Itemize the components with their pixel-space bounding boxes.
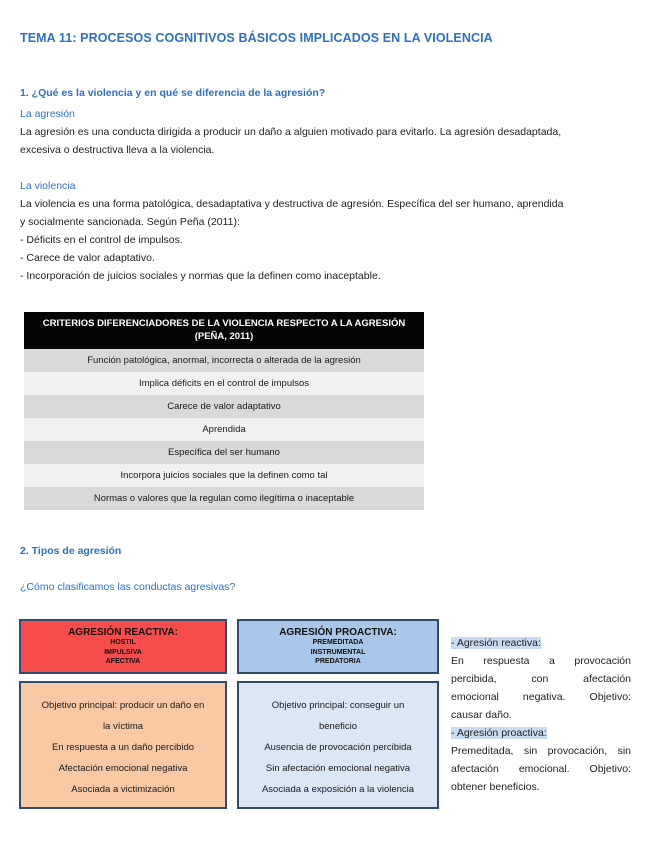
reactiva-summary-label: - Agresión reactiva: [451,637,541,649]
list-item: - Carece de valor adaptativo. [20,252,155,264]
section2-heading: 2. Tipos de agresión [20,545,122,557]
aggression-summary [451,634,631,796]
table-row: Implica déficits en el control de impulsos [24,372,424,395]
agresion-subheading: La agresión [20,108,75,120]
proactiva-item: Asociada a exposición a la violencia [261,784,415,795]
text-line: excesiva o destructiva lleva a la violencia. [20,144,215,156]
list-item: - Déficits en el control de impulsos. [20,234,183,246]
section1-heading: 1. ¿Qué es la violencia y en qué se diferencia de la agresión? [20,87,326,99]
proactiva-tag: PREMEDITADA [312,639,364,646]
table-row: Función patológica, anormal, incorrecta o alterada de la agresión [24,349,424,372]
reactiva-title: AGRESIÓN REACTIVA: [68,627,178,638]
criteria-header-line: (PEÑA, 2011) [194,331,254,342]
proactiva-tag: PREDATORIA [315,658,361,665]
proactiva-header-box [237,619,439,674]
proactiva-item: Ausencia de provocación percibida [264,742,412,753]
proactiva-tag: INSTRUMENTAL [310,648,366,656]
reactiva-body-box [19,681,227,809]
table-row: Aprendida [24,418,424,441]
table-row: Carece de valor adaptativo [24,395,424,418]
text-line: La violencia es una forma patológica, desadaptativa y destructiva de agresión. Específica del ser humano, aprendida [20,198,564,210]
reactiva-tag: HOSTIL [110,639,136,646]
criteria-header-line: CRITERIOS DIFERENCIADORES DE LA VIOLENCIA RESPECTO A LA AGRESIÓN [42,318,406,329]
list-item: - Incorporación de juicios sociales y normas que la definen como inaceptable. [20,270,381,282]
proactiva-item: Objetivo principal: conseguir un [271,700,405,711]
summary-line: afectación emocional. Objetivo: [451,763,631,775]
proactiva-body-box [237,681,439,809]
violencia-paragraph [20,195,636,285]
proactiva-summary-label: - Agresión proactiva: [451,727,547,739]
reactiva-header-box [19,619,227,674]
table-row: Incorpora juicios sociales que la definen como tal [24,464,424,487]
proactiva-title: AGRESIÓN PROACTIVA: [279,627,397,638]
reactiva-item: En respuesta a un daño percibido [51,742,195,753]
reactiva-item: la víctima [102,721,144,732]
reactiva-tag: AFECTIVA [105,658,141,665]
criteria-table [24,312,424,510]
reactiva-item: Objetivo principal: producir un daño en [41,700,205,711]
text-line: La agresión es una conducta dirigida a producir un daño a alguien motivado para evitarlo. La agresión desadaptada, [20,126,562,138]
summary-line: causar daño. [451,709,512,721]
classification-question: ¿Cómo clasificamos las conductas agresivas? [20,581,236,593]
reactiva-item: Asociada a victimización [71,784,175,795]
proactiva-item: Sin afectación emocional negativa [265,763,411,774]
summary-line: En respuesta a provocación [451,655,631,667]
summary-line: obtener beneficios. [451,781,540,793]
reactiva-item: Afectación emocional negativa [58,763,188,774]
summary-line: Premeditada, sin provocación, sin [451,745,631,757]
violencia-subheading: La violencia [20,180,76,192]
criteria-table-header [24,312,424,349]
text-line: y socialmente sancionada. Según Peña (2011): [20,216,240,228]
table-row: Específica del ser humano [24,441,424,464]
document-title: TEMA 11: PROCESOS COGNITIVOS BÁSICOS IMPLICADOS EN LA VIOLENCIA [20,31,493,45]
proactiva-item: beneficio [318,721,358,732]
table-row: Normas o valores que la regulan como ilegítima o inaceptable [24,487,424,510]
agresion-paragraph [20,123,636,159]
summary-line: percibida, con afectación [451,673,631,685]
summary-line: emocional negativa. Objetivo: [451,691,631,703]
reactiva-tag: IMPULSIVA [104,648,142,656]
